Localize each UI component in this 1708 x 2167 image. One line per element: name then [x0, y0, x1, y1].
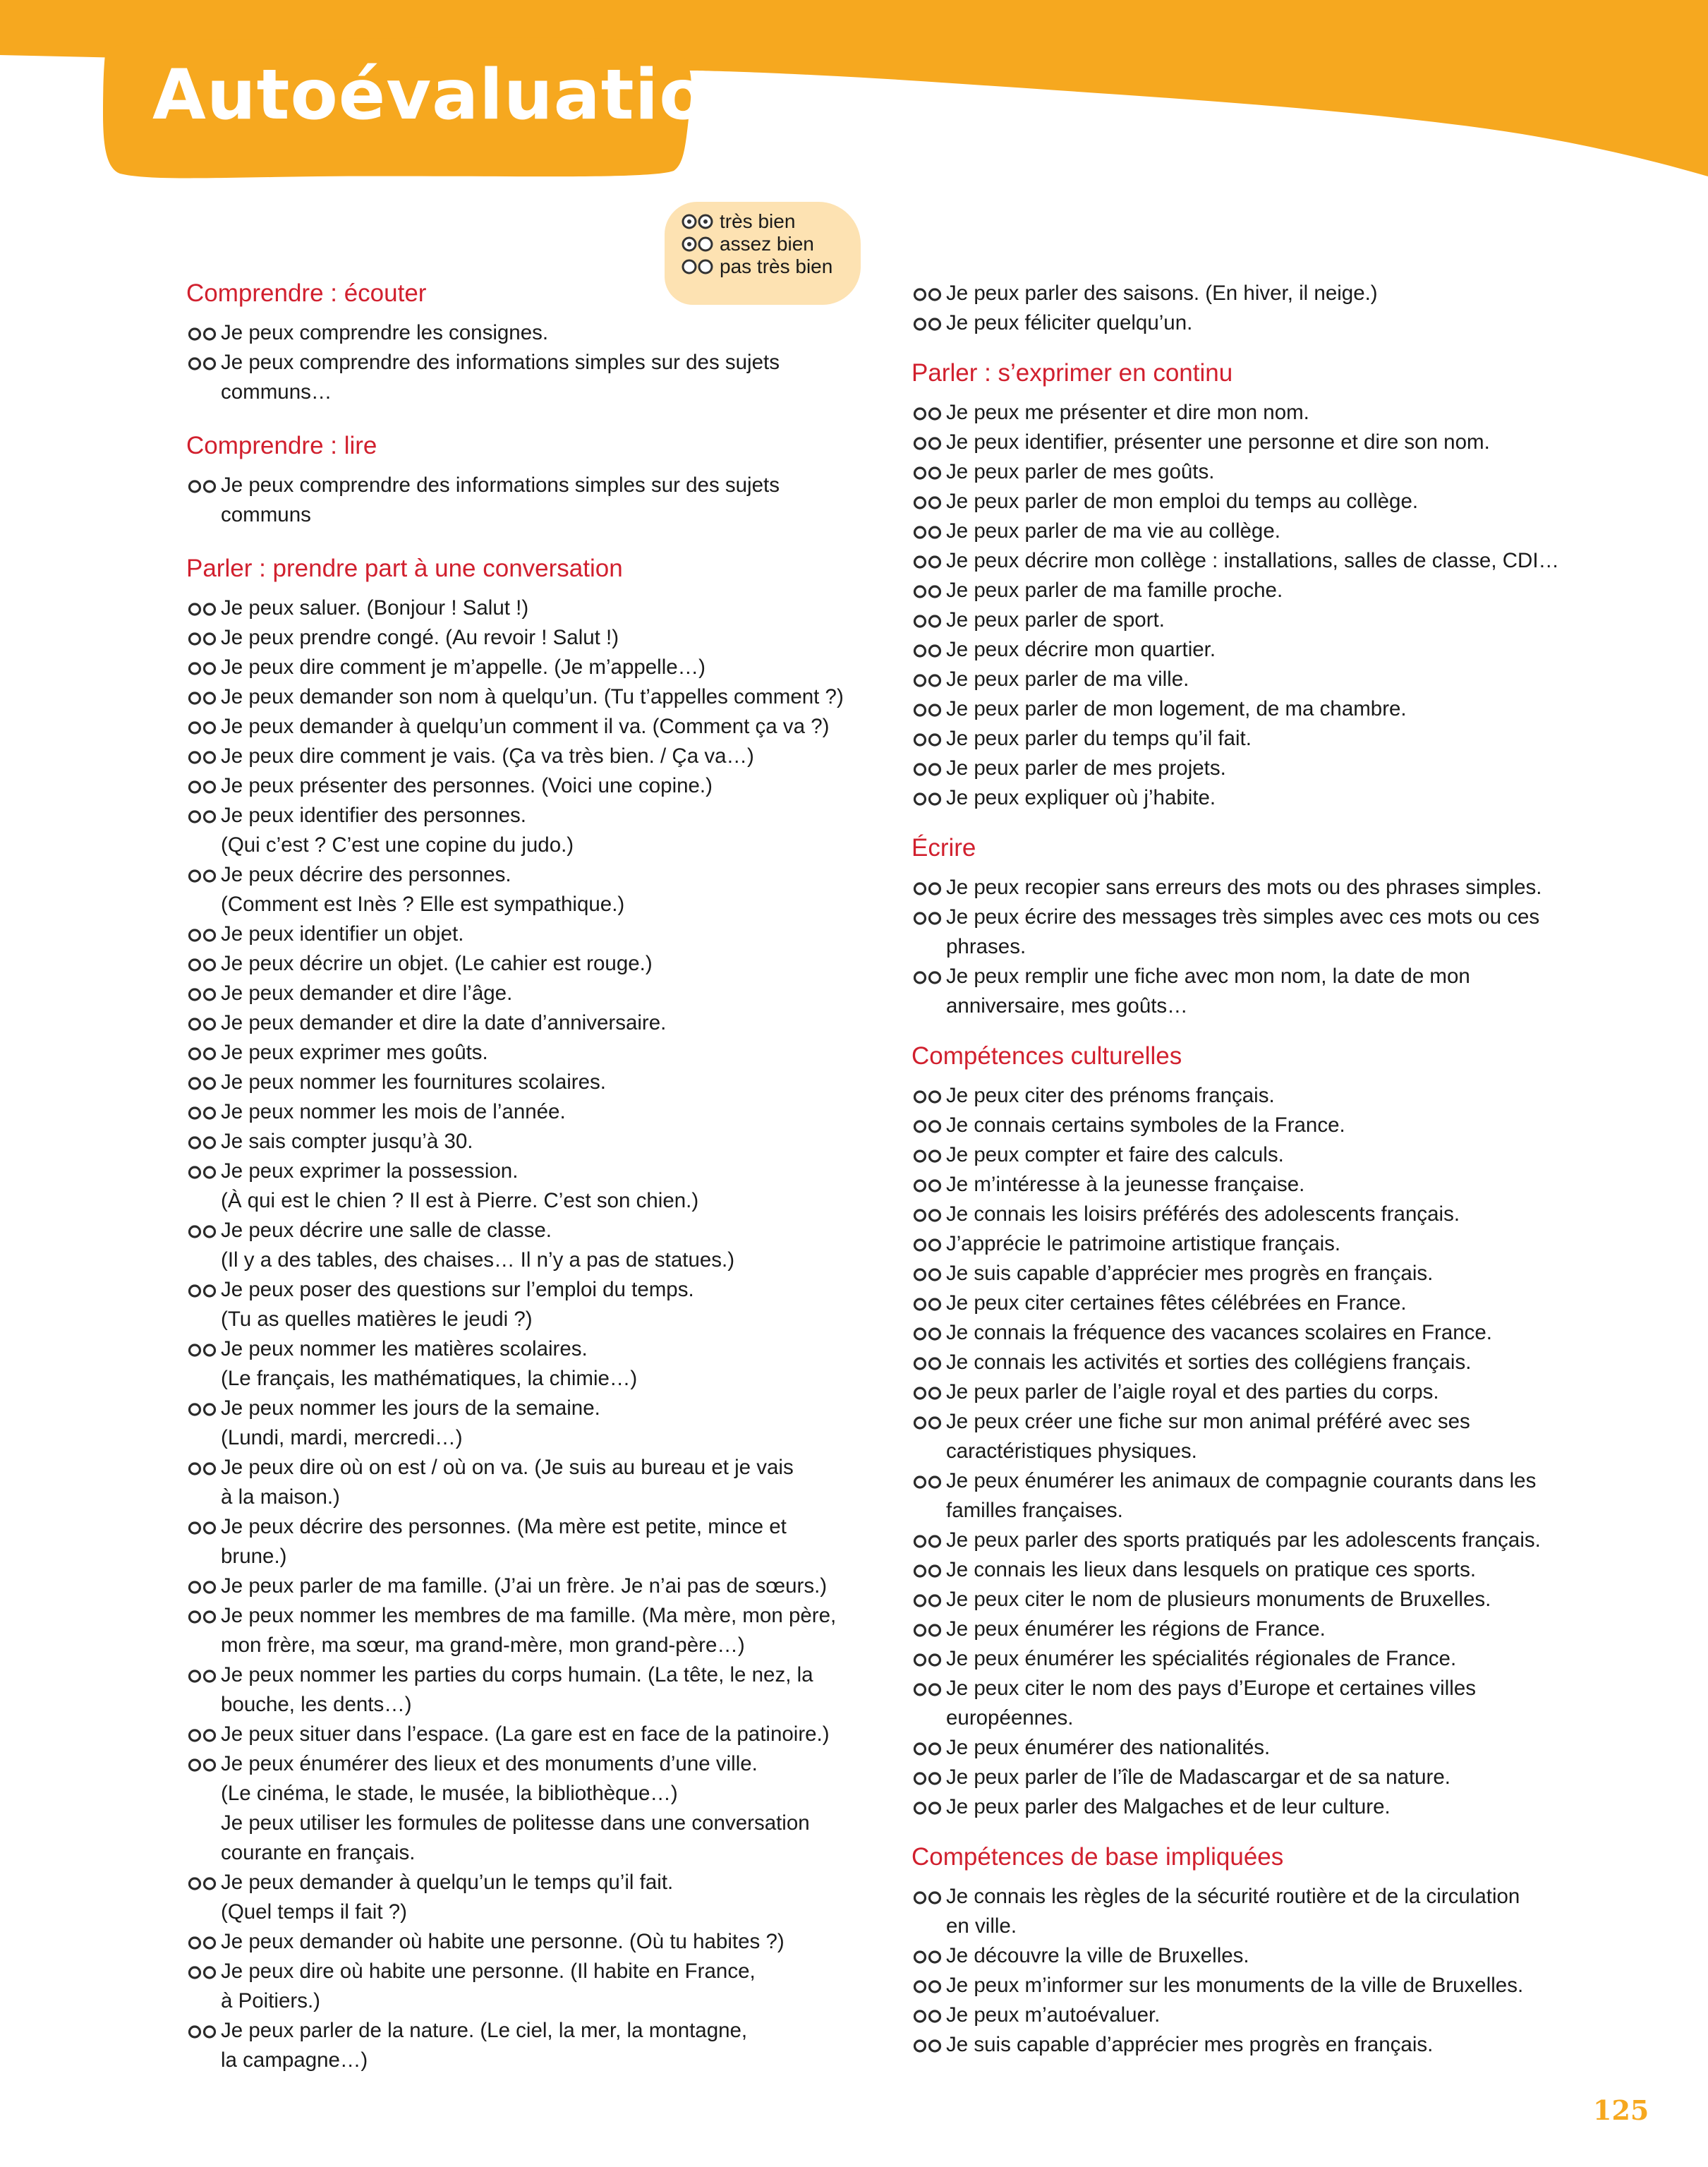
rating-circles-icon[interactable] [188, 1936, 217, 1950]
item-text: Je peux décrire une salle de classe. [186, 1216, 734, 1245]
rating-circles-icon[interactable] [913, 1624, 943, 1637]
self-assessment-item [911, 457, 1214, 487]
rating-circles-icon[interactable] [188, 662, 217, 675]
item-text: Je connais certains symboles de la France. [911, 1111, 1345, 1140]
item-text: Je peux m’informer sur les monuments de la ville de Bruxelles. [911, 1971, 1523, 2000]
rating-circles-icon[interactable] [913, 1209, 943, 1222]
item-text: Je connais la fréquence des vacances scolaires en France. [911, 1318, 1492, 1348]
self-assessment-item [911, 1555, 1476, 1585]
item-text: Je peux parler des sports pratiqués par les adolescents français. [911, 1526, 1541, 1555]
self-assessment-item [911, 1318, 1492, 1348]
rating-circles-icon[interactable] [913, 1683, 943, 1696]
self-assessment-item [911, 1585, 1491, 1614]
item-text: Je peux demander et dire la date d’anniversaire. [186, 1008, 666, 1038]
self-assessment-item [186, 712, 830, 742]
self-assessment-item [911, 487, 1418, 517]
item-text-continued: à la maison.) [221, 1485, 340, 1509]
self-assessment-item [186, 318, 548, 348]
self-assessment-item [186, 801, 574, 860]
item-text: Je peux me présenter et dire mon nom. [911, 398, 1309, 428]
rating-circles-icon[interactable] [913, 674, 943, 687]
item-text: Je peux parler de ma vie au collège. [911, 517, 1280, 546]
self-assessment-item [186, 1660, 813, 1720]
item-text: Je peux nommer les fournitures scolaires. [186, 1068, 606, 1097]
rating-circles-icon[interactable] [913, 1594, 943, 1607]
item-text: Je peux compter et faire des calculs. [911, 1140, 1284, 1170]
self-assessment-item [911, 1407, 1470, 1466]
rating-circles-icon[interactable] [913, 1950, 943, 1964]
rating-circles-icon[interactable] [188, 2025, 217, 2039]
legend-label: assez bien [720, 233, 814, 255]
self-assessment-item [186, 2016, 747, 2075]
self-assessment-item [911, 2030, 1433, 2060]
page-title: Autoévaluation [152, 55, 758, 135]
self-assessment-item [911, 1170, 1304, 1200]
item-text: Je peux décrire mon collège : installations, salles de classe, CDI… [911, 546, 1559, 576]
self-assessment-item [911, 1644, 1456, 1674]
item-text: Je peux parler des saisons. (En hiver, il neige.) [911, 279, 1378, 308]
self-assessment-item [186, 471, 780, 530]
rating-circles-icon[interactable] [188, 1758, 217, 1772]
rating-circles-icon[interactable] [913, 407, 943, 421]
section-heading: Parler : prendre part à une conversation [186, 555, 623, 582]
self-assessment-item [911, 962, 1470, 1021]
self-assessment-item [186, 1512, 787, 1571]
self-assessment-item [186, 1038, 488, 1068]
item-text-continued: la campagne…) [221, 2048, 368, 2072]
self-assessment-item [186, 1571, 827, 1601]
rating-circles-icon[interactable] [913, 1298, 943, 1311]
rating-circles-icon[interactable] [188, 1136, 217, 1149]
self-assessment-item [186, 1957, 756, 2016]
rating-circles-icon[interactable] [913, 644, 943, 658]
self-assessment-item [911, 1882, 1520, 1941]
item-text: Je peux parler de ma famille. (J’ai un frère. Je n’ai pas de sœurs.) [186, 1571, 827, 1601]
item-text-continued: (Le français, les mathématiques, la chimie…) [221, 1367, 638, 1390]
item-text: Je m’intéresse à la jeunesse française. [911, 1170, 1304, 1200]
self-assessment-item [911, 1140, 1284, 1170]
item-text-continued: familles françaises. [946, 1499, 1123, 1522]
self-assessment-item [911, 1377, 1439, 1407]
item-text: Je peux décrire des personnes. [186, 860, 624, 890]
rating-circles-icon[interactable] [913, 1327, 943, 1341]
item-text: Je peux comprendre les consignes. [186, 318, 548, 348]
rating-circles-icon[interactable] [913, 1564, 943, 1578]
rating-circles-icon[interactable] [913, 733, 943, 747]
self-assessment-item [911, 783, 1216, 813]
rating-circles-icon[interactable] [913, 1090, 943, 1104]
item-text-continued: communs… [221, 380, 332, 404]
item-text: Je peux saluer. (Bonjour ! Salut !) [186, 593, 528, 623]
self-assessment-item [186, 1868, 673, 1927]
item-text: Je peux citer le nom de plusieurs monuments de Bruxelles. [911, 1585, 1491, 1614]
item-text: Je peux dire où habite une personne. (Il habite en France, [186, 1957, 756, 1986]
legend-label: pas très bien [720, 255, 833, 277]
item-text-continued: en ville. [946, 1914, 1017, 1938]
rating-circles-icon[interactable] [913, 704, 943, 717]
self-assessment-item [911, 517, 1280, 546]
self-assessment-item [186, 1097, 566, 1127]
rating-circles-icon[interactable] [188, 603, 217, 616]
item-text: Je peux créer une fiche sur mon animal préféré avec ses [911, 1407, 1470, 1437]
item-text: Je peux parler de mon logement, de ma chambre. [911, 694, 1407, 724]
rating-circles-icon[interactable] [913, 1535, 943, 1548]
rating-circles-icon[interactable] [913, 912, 943, 925]
self-assessment-item [911, 1081, 1275, 1111]
self-assessment-item [186, 742, 754, 771]
rating-circles-icon[interactable] [913, 526, 943, 539]
rating-circles-icon[interactable] [913, 1772, 943, 1785]
rating-circles-icon[interactable] [913, 1891, 943, 1905]
self-assessment-item [186, 979, 512, 1008]
rating-circles-icon[interactable] [188, 751, 217, 764]
self-assessment-item [911, 1259, 1433, 1288]
item-text: Je peux remplir une fiche avec mon nom, la date de mon [911, 962, 1470, 991]
self-assessment-item [911, 279, 1378, 308]
legend-row [682, 233, 814, 255]
item-text: Je peux prendre congé. (Au revoir ! Salut !) [186, 623, 619, 653]
item-text: Je connais les règles de la sécurité routière et de la circulation [911, 1882, 1520, 1912]
self-assessment-item [911, 546, 1559, 576]
item-text: Je peux nommer les parties du corps humain. (La tête, le nez, la [186, 1660, 813, 1690]
rating-circles-icon[interactable] [188, 480, 217, 493]
item-text-continued: Je peux utiliser les formules de politesse dans une conversation [221, 1811, 810, 1835]
item-text-continued: européennes. [946, 1706, 1074, 1730]
self-assessment-item [186, 682, 844, 712]
item-text: Je peux énumérer les régions de France. [911, 1614, 1326, 1644]
rating-circles-icon[interactable] [913, 466, 943, 480]
rating-circles-icon[interactable] [188, 721, 217, 735]
self-assessment-item [186, 1008, 666, 1038]
self-assessment-item [186, 623, 619, 653]
item-text-continued: caractéristiques physiques. [946, 1439, 1197, 1463]
self-assessment-item [186, 860, 624, 919]
rating-circles-icon[interactable] [188, 1729, 217, 1742]
item-text: Je peux dire comment je m’appelle. (Je m’appelle…) [186, 653, 705, 682]
rating-circles-icon[interactable] [913, 1653, 943, 1667]
rating-circles-icon[interactable] [913, 1801, 943, 1815]
rating-circles-icon[interactable] [188, 1581, 217, 1594]
self-assessment-item [911, 308, 1192, 338]
self-assessment-item [911, 903, 1539, 962]
self-assessment-item [186, 919, 464, 949]
item-text: Je peux nommer les mois de l’année. [186, 1097, 566, 1127]
self-assessment-item [911, 2000, 1160, 2030]
self-assessment-item [911, 1466, 1536, 1526]
rating-circles-icon[interactable] [913, 1416, 943, 1430]
section-heading: Parler : s’exprimer en continu [911, 359, 1233, 387]
item-text: Je connais les activités et sorties des collégiens français. [911, 1348, 1471, 1377]
rating-circles-icon[interactable] [913, 763, 943, 776]
self-assessment-item [911, 873, 1542, 903]
rating-circles-icon[interactable] [188, 1047, 217, 1061]
self-assessment-item [911, 1733, 1270, 1763]
rating-circles-icon[interactable] [188, 1344, 217, 1357]
item-text: Je peux demander à quelqu’un le temps qu’il fait. [186, 1868, 673, 1897]
rating-circles-icon[interactable] [188, 958, 217, 972]
item-text: Je peux parler de mes projets. [911, 754, 1226, 783]
item-text: Je suis capable d’apprécier mes progrès en français. [911, 2030, 1433, 2060]
self-assessment-item [911, 1200, 1460, 1229]
item-text: Je peux exprimer la possession. [186, 1157, 698, 1186]
self-assessment-item [911, 694, 1407, 724]
rating-circles-icon[interactable] [913, 437, 943, 450]
item-text: Je peux demander et dire l’âge. [186, 979, 512, 1008]
item-text-continued: communs [221, 503, 311, 526]
self-assessment-item [186, 1216, 734, 1275]
self-assessment-item [186, 1749, 810, 1868]
rating-circles-icon[interactable] [188, 810, 217, 823]
self-assessment-item [186, 348, 780, 407]
item-text: Je peux demander à quelqu’un comment il va. (Comment ça va ?) [186, 712, 830, 742]
self-assessment-item [186, 771, 713, 801]
item-text: Je peux écrire des messages très simples avec ces mots ou ces [911, 903, 1539, 932]
rating-circles-icon[interactable] [913, 1475, 943, 1489]
item-text: Je peux citer des prénoms français. [911, 1081, 1275, 1111]
item-text: Je peux exprimer mes goûts. [186, 1038, 488, 1068]
rating-circles-icon[interactable] [913, 1980, 943, 1993]
item-text: Je peux identifier un objet. [186, 919, 464, 949]
rating-circles-icon[interactable] [913, 1238, 943, 1252]
rating-circles-icon[interactable] [188, 632, 217, 646]
rating-circles-icon[interactable] [913, 555, 943, 569]
section-heading: Compétences de base impliquées [911, 1843, 1284, 1871]
item-text-continued: (Qui c’est ? C’est une copine du judo.) [221, 833, 574, 857]
self-assessment-item [186, 593, 528, 623]
section-heading: Comprendre : écouter [186, 279, 427, 307]
rating-circles-icon[interactable] [188, 1403, 217, 1416]
no-dot-icon [682, 259, 714, 274]
item-text-continued: phrases. [946, 935, 1026, 958]
rating-circles-icon[interactable] [188, 869, 217, 883]
self-assessment-item [186, 1927, 785, 1957]
rating-circles-icon[interactable] [913, 496, 943, 509]
item-text: Je peux présenter des personnes. (Voici une copine.) [186, 771, 713, 801]
self-assessment-item [186, 1601, 836, 1660]
self-assessment-item [186, 1068, 606, 1097]
item-text: Je peux m’autoévaluer. [911, 2000, 1160, 2030]
item-text: Je peux parler de l’aigle royal et des parties du corps. [911, 1377, 1439, 1407]
item-text: Je sais compter jusqu’à 30. [186, 1127, 473, 1157]
item-text-continued: (Quel temps il fait ?) [221, 1900, 407, 1924]
item-text: Je peux parler de la nature. (Le ciel, la mer, la montagne, [186, 2016, 747, 2046]
section-heading: Compétences culturelles [911, 1042, 1182, 1070]
item-text: Je peux parler de mes goûts. [911, 457, 1214, 487]
self-assessment-item [911, 1229, 1340, 1259]
self-assessment-item [911, 665, 1189, 694]
rating-circles-icon[interactable] [913, 1387, 943, 1400]
item-text: Je peux citer le nom des pays d’Europe et certaines villes [911, 1674, 1476, 1703]
legend-row [682, 255, 832, 278]
rating-circles-icon[interactable] [188, 1966, 217, 1979]
self-assessment-item [911, 1941, 1249, 1971]
item-text: Je peux parler de mon emploi du temps au collège. [911, 487, 1418, 517]
rating-circles-icon[interactable] [913, 1179, 943, 1193]
item-text: Je suis capable d’apprécier mes progrès en français. [911, 1259, 1433, 1288]
rating-circles-icon[interactable] [913, 288, 943, 301]
self-assessment-item [186, 1720, 830, 1749]
item-text: Je peux poser des questions sur l’emploi du temps. [186, 1275, 694, 1305]
section-heading: Écrire [911, 834, 976, 862]
self-assessment-item [911, 1348, 1471, 1377]
item-text-continued: (Tu as quelles matières le jeudi ?) [221, 1308, 533, 1331]
item-text-continued: mon frère, ma sœur, ma grand-mère, mon grand-père…) [221, 1634, 745, 1657]
rating-circles-icon[interactable] [188, 357, 217, 370]
legend-label: très bien [720, 210, 796, 232]
rating-circles-icon[interactable] [188, 692, 217, 705]
rating-circles-icon[interactable] [913, 615, 943, 628]
self-assessment-item [911, 576, 1283, 605]
self-assessment-item [911, 605, 1165, 635]
item-text: Je peux énumérer les spécialités régionales de France. [911, 1644, 1456, 1674]
rating-circles-icon[interactable] [188, 929, 217, 942]
rating-circles-icon[interactable] [188, 1610, 217, 1624]
item-text-continued: courante en français. [221, 1841, 416, 1864]
item-text-continued: (Lundi, mardi, mercredi…) [221, 1426, 463, 1449]
item-text: Je peux citer certaines fêtes célébrées en France. [911, 1288, 1407, 1318]
self-assessment-item [186, 1394, 600, 1453]
item-text: Je peux parler de sport. [911, 605, 1165, 635]
item-text: Je peux parler du temps qu’il fait. [911, 724, 1252, 754]
rating-circles-icon[interactable] [913, 1149, 943, 1163]
self-assessment-item [911, 1111, 1345, 1140]
item-text-continued: anniversaire, mes goûts… [946, 994, 1188, 1018]
rating-circles-icon[interactable] [188, 988, 217, 1001]
self-assessment-item [911, 754, 1226, 783]
item-text: Je peux nommer les jours de la semaine. [186, 1394, 600, 1423]
item-text: Je peux décrire un objet. (Le cahier est rouge.) [186, 949, 653, 979]
item-text: Je peux comprendre des informations simples sur des sujets [186, 471, 780, 500]
item-text: Je peux décrire mon quartier. [911, 635, 1216, 665]
self-assessment-item [186, 653, 705, 682]
item-text: Je peux nommer les membres de ma famille. (Ma mère, mon père, [186, 1601, 836, 1631]
one-dot-icon [682, 236, 714, 252]
rating-circles-icon[interactable] [188, 780, 217, 794]
item-text: Je peux dire où on est / où on va. (Je suis au bureau et je vais [186, 1453, 794, 1483]
rating-circles-icon[interactable] [188, 1018, 217, 1031]
legend-row [682, 210, 795, 233]
item-text: Je peux féliciter quelqu’un. [911, 308, 1192, 338]
item-text: Je connais les loisirs préférés des adolescents français. [911, 1200, 1460, 1229]
self-assessment-item [911, 635, 1216, 665]
self-assessment-item [186, 1275, 694, 1334]
item-text: Je peux énumérer les animaux de compagnie courants dans les [911, 1466, 1536, 1496]
rating-circles-icon[interactable] [188, 1670, 217, 1683]
item-text: Je peux décrire des personnes. (Ma mère est petite, mince et [186, 1512, 787, 1542]
self-assessment-item [186, 1334, 637, 1394]
item-text: Je peux parler des Malgaches et de leur culture. [911, 1792, 1391, 1822]
item-text: Je peux énumérer des nationalités. [911, 1733, 1270, 1763]
item-text-continued: (Comment est Inès ? Elle est sympathique.) [221, 893, 625, 916]
item-text: Je peux demander son nom à quelqu’un. (Tu t’appelles comment ?) [186, 682, 844, 712]
item-text-continued: bouche, les dents…) [221, 1693, 412, 1716]
rating-circles-icon[interactable] [913, 792, 943, 806]
rating-circles-icon[interactable] [913, 2039, 943, 2053]
item-text: Je connais les lieux dans lesquels on pratique ces sports. [911, 1555, 1476, 1585]
rating-circles-icon[interactable] [188, 1077, 217, 1090]
rating-circles-icon[interactable] [913, 1742, 943, 1756]
self-assessment-item [186, 949, 653, 979]
rating-circles-icon[interactable] [188, 1166, 217, 1179]
rating-circles-icon[interactable] [913, 1120, 943, 1133]
item-text: Je peux demander où habite une personne. (Où tu habites ?) [186, 1927, 785, 1957]
item-text-continued: (Il y a des tables, des chaises… Il n’y a pas de statues.) [221, 1248, 735, 1272]
self-assessment-item [911, 398, 1309, 428]
rating-circles-icon[interactable] [188, 327, 217, 341]
self-assessment-item [911, 724, 1252, 754]
item-text-continued: (Le cinéma, le stade, le musée, la bibliothèque…) [221, 1782, 678, 1805]
item-text: Je peux identifier des personnes. [186, 801, 574, 831]
item-text: Je peux nommer les matières scolaires. [186, 1334, 637, 1364]
item-text: Je peux dire comment je vais. (Ça va très bien. / Ça va…) [186, 742, 754, 771]
rating-circles-icon[interactable] [188, 1462, 217, 1475]
self-assessment-item [186, 1453, 794, 1512]
rating-circles-icon[interactable] [188, 1284, 217, 1298]
two-dots-icon [682, 214, 714, 229]
item-text: Je peux identifier, présenter une personne et dire son nom. [911, 428, 1490, 457]
self-assessment-item [911, 1971, 1523, 2000]
self-assessment-item [911, 1614, 1326, 1644]
rating-circles-icon[interactable] [188, 1225, 217, 1238]
item-text: Je peux parler de ma ville. [911, 665, 1189, 694]
item-text: Je peux comprendre des informations simples sur des sujets [186, 348, 780, 378]
self-assessment-item [186, 1127, 473, 1157]
rating-circles-icon[interactable] [913, 882, 943, 895]
item-text: Je peux recopier sans erreurs des mots ou des phrases simples. [911, 873, 1542, 903]
rating-circles-icon[interactable] [913, 1268, 943, 1281]
item-text: Je peux situer dans l’espace. (La gare est en face de la patinoire.) [186, 1720, 830, 1749]
rating-circles-icon[interactable] [913, 318, 943, 331]
self-assessment-item [911, 1526, 1541, 1555]
section-heading: Comprendre : lire [186, 432, 377, 459]
item-text-continued: brune.) [221, 1545, 287, 1568]
rating-circles-icon[interactable] [188, 1521, 217, 1535]
item-text: J’apprécie le patrimoine artistique français. [911, 1229, 1340, 1259]
rating-circles-icon[interactable] [913, 2010, 943, 2023]
self-assessment-item [911, 428, 1490, 457]
item-text: Je peux parler de ma famille proche. [911, 576, 1283, 605]
rating-circles-icon[interactable] [188, 1877, 217, 1890]
self-assessment-item [911, 1792, 1391, 1822]
page-number: 125 [1593, 2094, 1649, 2126]
rating-circles-icon[interactable] [913, 1357, 943, 1370]
legend-box [665, 202, 861, 305]
self-assessment-item [186, 1157, 698, 1216]
self-assessment-item [911, 1674, 1476, 1733]
self-assessment-item [911, 1763, 1450, 1792]
item-text: Je peux expliquer où j’habite. [911, 783, 1216, 813]
self-assessment-item [911, 1288, 1407, 1318]
item-text: Je peux parler de l’île de Madascargar et de sa nature. [911, 1763, 1450, 1792]
rating-circles-icon[interactable] [188, 1106, 217, 1120]
item-text-continued: à Poitiers.) [221, 1989, 320, 2012]
rating-circles-icon[interactable] [913, 971, 943, 984]
rating-circles-icon[interactable] [913, 585, 943, 598]
item-text: Je peux énumérer des lieux et des monuments d’une ville. [186, 1749, 810, 1779]
item-text: Je découvre la ville de Bruxelles. [911, 1941, 1249, 1971]
item-text-continued: (À qui est le chien ? Il est à Pierre. C’est son chien.) [221, 1189, 699, 1212]
